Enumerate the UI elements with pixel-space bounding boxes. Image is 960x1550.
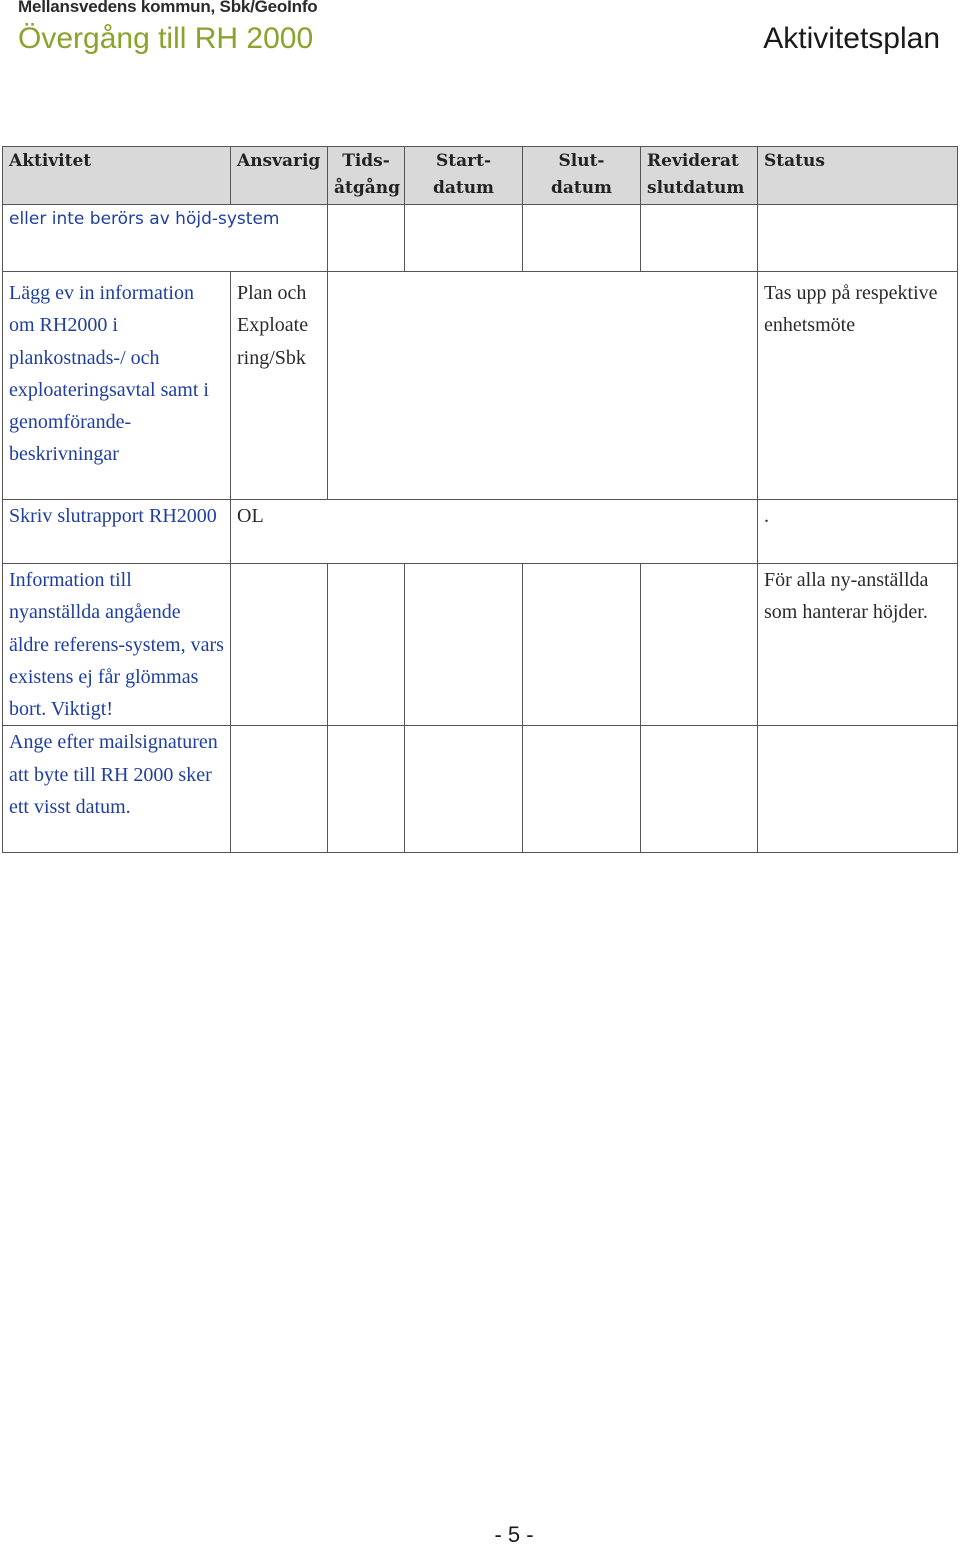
status-cell: För alla ny-anställda som hanterar höjder. — [758, 564, 958, 726]
column-header-slutdatum: Slut-datum — [523, 147, 641, 205]
organization-name: Mellansvedens kommun, Sbk/GeoInfo — [18, 0, 318, 16]
aktivitet-cell: Ange efter mailsignaturen att byte till RH 2000 sker ett visst datum. — [3, 726, 231, 853]
dates-cell — [328, 272, 758, 500]
column-header-ansvarig: Ansvarig — [231, 147, 328, 205]
ansvarig-cell — [231, 564, 328, 726]
aktivitet-cell: Lägg ev in information om RH2000 i plankostnads-/ och exploateringsavtal samt i genomförande-beskrivningar — [3, 272, 231, 500]
column-header-status: Status — [758, 147, 958, 205]
status-cell — [758, 205, 958, 272]
tidsatgang-cell — [328, 564, 405, 726]
aktivitet-cell: Skriv slutrapport RH2000 — [3, 500, 231, 564]
table-header-row — [3, 147, 958, 205]
status-cell: Tas upp på respektive enhetsmöte — [758, 272, 958, 500]
slutdatum-cell — [523, 205, 641, 272]
column-header-startdatum: Start-datum — [405, 147, 523, 205]
project-title: Övergång till RH 2000 — [18, 22, 314, 55]
reviderat-cell — [641, 205, 758, 272]
startdatum-cell — [405, 726, 523, 853]
column-header-reviderat-slutdatum: Reviderat slutdatum — [641, 147, 758, 205]
aktivitet-cell: eller inte berörs av höjd-system — [3, 205, 328, 272]
ansvarig-cell: OL — [231, 500, 758, 564]
slutdatum-cell — [523, 564, 641, 726]
table-row — [3, 564, 958, 726]
column-header-tidsatgang: Tids-åtgång — [328, 147, 405, 205]
table-row — [3, 726, 958, 853]
document-title: Aktivitetsplan — [763, 22, 940, 55]
tidsatgang-cell — [328, 726, 405, 853]
reviderat-cell — [641, 564, 758, 726]
page-number: - 5 - — [494, 1522, 534, 1547]
status-cell: . — [758, 500, 958, 564]
ansvarig-cell — [231, 726, 328, 853]
table-row — [3, 272, 958, 500]
table-row — [3, 500, 958, 564]
aktivitet-cell: Information till nyanställda angående äldre referens-system, vars existens ej får glömmas bort. Viktigt! — [3, 564, 231, 726]
startdatum-cell — [405, 205, 523, 272]
reviderat-cell — [641, 726, 758, 853]
ansvarig-cell: Plan och Exploate ring/Sbk — [231, 272, 328, 500]
startdatum-cell — [405, 564, 523, 726]
slutdatum-cell — [523, 726, 641, 853]
tidsatgang-cell — [328, 205, 405, 272]
column-header-aktivitet: Aktivitet — [3, 147, 231, 205]
status-cell — [758, 726, 958, 853]
activity-table — [2, 146, 958, 853]
table-row — [3, 205, 958, 272]
